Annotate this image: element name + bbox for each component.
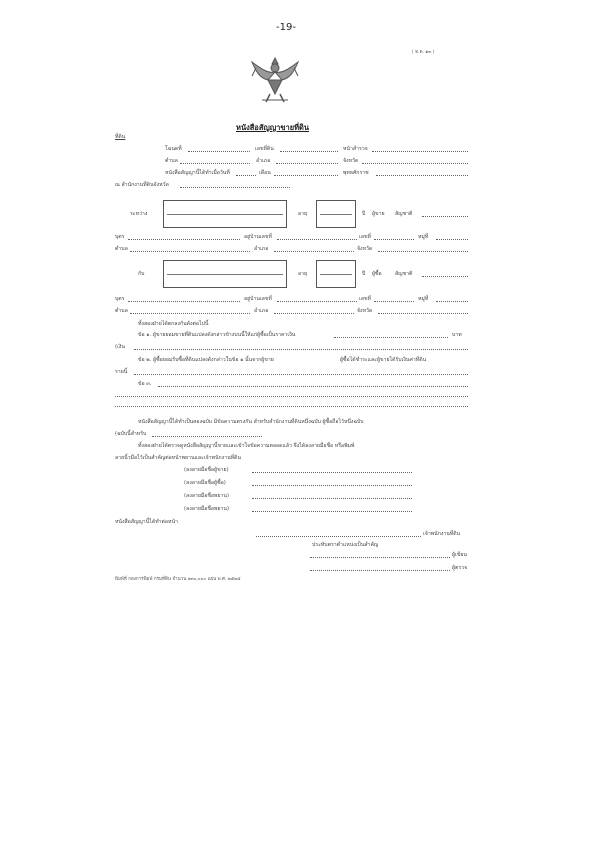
day-field[interactable] (236, 175, 256, 176)
writer-field[interactable] (310, 557, 450, 558)
signature-buyer: (ลงลายมือชื่อผู้ซื้อ) (184, 480, 226, 486)
copy-for-field[interactable] (152, 436, 262, 437)
seller-amphoe-label: อำเภอ (254, 246, 269, 252)
made-before: หนังสือสัญญานี้ได้ทำต่อหน้า (115, 519, 178, 525)
seller-name-box[interactable] (163, 200, 287, 228)
year-label: พุทธศักราช (343, 170, 369, 176)
with-label: กับ (138, 271, 145, 277)
buyer-father-field[interactable] (128, 301, 240, 302)
signature-seller-field[interactable] (252, 472, 412, 473)
tambon-field[interactable] (180, 163, 250, 164)
buyer-amphoe-label: อำเภอ (254, 308, 269, 314)
land-label: ที่ดิน (115, 134, 126, 140)
checker-field[interactable] (310, 570, 450, 571)
buyer-age-unit: ปี (362, 271, 366, 277)
document-title: หนังสือสัญญาขายที่ดิน (236, 123, 310, 132)
year-field[interactable] (376, 175, 468, 176)
seller-age-label: อายุ (298, 211, 308, 217)
changwat-label: จังหวัด (343, 158, 359, 164)
paragraph-1: หนังสือสัญญานี้ได้ทำเป็นสองฉบับ มีข้อความตรงกัน สำหรับสำนักงานที่ดินหนึ่งฉบับ ผู้ซื้อถือไว้หนึ่งฉบับ (138, 419, 364, 425)
price-field[interactable] (334, 337, 448, 338)
tambon-label: ตำบล (165, 158, 178, 164)
buyer-amphoe-field[interactable] (274, 313, 354, 314)
agreement-intro: ทั้งสองฝ่ายได้ตกลงกันดังต่อไปนี้ (138, 321, 209, 327)
land-no-field[interactable] (280, 151, 338, 152)
buyer-father-label: บุตร (115, 296, 125, 302)
clause-3: ข้อ ๓. (138, 381, 152, 387)
clause-2: ข้อ ๒. ผู้ซื้อยอมรับซื้อที่ดินแปลงดังกล่าวในข้อ ๑ นั้นจากผู้ขาย (138, 357, 274, 363)
land-no-label: เลขที่ดิน (255, 146, 274, 152)
clause-1-unit: บาท (452, 332, 462, 338)
seller-amphoe-field[interactable] (274, 251, 354, 252)
checker-label: ผู้ตรวจ (452, 565, 468, 571)
writer-label: ผู้เขียน (452, 552, 467, 558)
buyer-house-field[interactable] (277, 301, 357, 302)
seller-role: ผู้ขาย (372, 211, 385, 217)
deed-no-field[interactable] (188, 151, 250, 152)
seller-father-field[interactable] (128, 239, 240, 240)
clause-2-field[interactable] (134, 374, 468, 375)
seller-nation-label: สัญชาติ (395, 211, 413, 217)
form-code: ( ท.ด. ๑๓ ) (412, 50, 435, 55)
seller-house-field[interactable] (277, 239, 357, 240)
seal-label: ประทับตราตำแหน่งเป็นสำคัญ (312, 542, 379, 548)
buyer-name-box[interactable] (163, 260, 287, 288)
clause-2-b: ผู้ซื้อได้ชำระและผู้ขายได้รับเงินค่าที่ดิน (340, 357, 427, 363)
signature-witness-1: (ลงลายมือชื่อพยาน) (184, 493, 229, 499)
paragraph-2-b: ลายนิ้วมือไว้เป็นสำคัญต่อหน้าพยานและเจ้าพนักงานที่ดิน (115, 455, 241, 461)
clause-1: ข้อ ๑. ผู้ขายยอมขายที่ดินแปลงดังกล่าวข้างบนนี้ให้แก่ผู้ซื้อเป็นราคาเงิน (138, 332, 296, 338)
deed-no-label: โฉนดที่ (165, 146, 182, 152)
buyer-nation-field[interactable] (422, 276, 468, 277)
buyer-tambon-field[interactable] (130, 313, 250, 314)
signature-witness-2: (ลงลายมือชื่อพยาน) (184, 506, 229, 512)
garuda-emblem-icon (248, 54, 302, 106)
date-label: หนังสือสัญญานี้ได้ทำเมื่อวันที่ (165, 170, 230, 176)
buyer-role: ผู้ซื้อ (372, 271, 382, 277)
clause-3-field[interactable] (158, 386, 468, 387)
buyer-moo-label: หมู่ที่ (418, 296, 429, 302)
buyer-nation-label: สัญชาติ (395, 271, 413, 277)
seller-moo-label: หมู่ที่ (418, 234, 429, 240)
survey-page-label: หน้าสำรวจ (343, 146, 368, 152)
signature-seller: (ลงลายมือชื่อผู้ขาย) (184, 467, 229, 473)
blank-line-2[interactable] (115, 406, 468, 407)
print-footer: พิมพ์ที่ กองการพิมพ์ กรมที่ดิน จำนวน ๒๓๐,๐๐๐ แผ่น พ.ศ. ๒๕๒๕ (115, 577, 241, 582)
seller-no-field[interactable] (374, 239, 414, 240)
paragraph-2: ทั้งสองฝ่ายได้ตรวจดูหนังสือสัญญานี้ขายและเข้าใจข้อความตลอดแล้ว จึงได้ลงลายมือชื่อ หรือพิมพ์ (138, 443, 355, 449)
seller-nation-field[interactable] (422, 216, 468, 217)
land-office-field[interactable] (180, 187, 290, 188)
buyer-moo-field[interactable] (436, 301, 468, 302)
clause-2-c: รายนี้ (115, 369, 128, 375)
amphoe-field[interactable] (276, 163, 338, 164)
seller-tambon-field[interactable] (130, 251, 250, 252)
amphoe-label: อำเภอ (256, 158, 271, 164)
seller-age-box[interactable] (316, 200, 356, 228)
clause-1-words: (เงิน (115, 344, 125, 350)
changwat-field[interactable] (362, 163, 468, 164)
officer-label: เจ้าพนักงานที่ดิน (423, 531, 461, 537)
seller-age-unit: ปี (362, 211, 366, 217)
seller-tambon-label: ตำบล (115, 246, 128, 252)
land-office-label: ณ สำนักงานที่ดินจังหวัด (115, 182, 169, 188)
signature-witness-1-field[interactable] (252, 498, 412, 499)
buyer-changwat-field[interactable] (378, 313, 468, 314)
month-field[interactable] (274, 175, 338, 176)
page-number: -19- (276, 22, 296, 33)
seller-changwat-field[interactable] (378, 251, 468, 252)
seller-father-label: บุตร (115, 234, 125, 240)
month-label: เดือน (259, 170, 271, 176)
buyer-no-field[interactable] (374, 301, 414, 302)
survey-page-field[interactable] (372, 151, 468, 152)
buyer-house-label: อยู่บ้านเลขที่ (244, 296, 272, 302)
buyer-changwat-label: จังหวัด (357, 308, 373, 314)
signature-witness-2-field[interactable] (252, 511, 412, 512)
seller-moo-field[interactable] (436, 239, 468, 240)
paragraph-1-b: (ฉบับนี้สำหรับ (115, 431, 147, 437)
buyer-no-label: เลขที่ (359, 296, 371, 302)
seller-no-label: เลขที่ (359, 234, 371, 240)
buyer-age-box[interactable] (316, 260, 356, 288)
officer-signature-field[interactable] (256, 536, 421, 537)
blank-line-1[interactable] (115, 396, 468, 397)
price-words-field[interactable] (134, 349, 468, 350)
buyer-tambon-label: ตำบล (115, 308, 128, 314)
seller-house-label: อยู่บ้านเลขที่ (244, 234, 272, 240)
signature-buyer-field[interactable] (252, 485, 412, 486)
seller-changwat-label: จังหวัด (357, 246, 373, 252)
between-label: ระหว่าง (130, 211, 148, 217)
buyer-age-label: อายุ (298, 271, 308, 277)
